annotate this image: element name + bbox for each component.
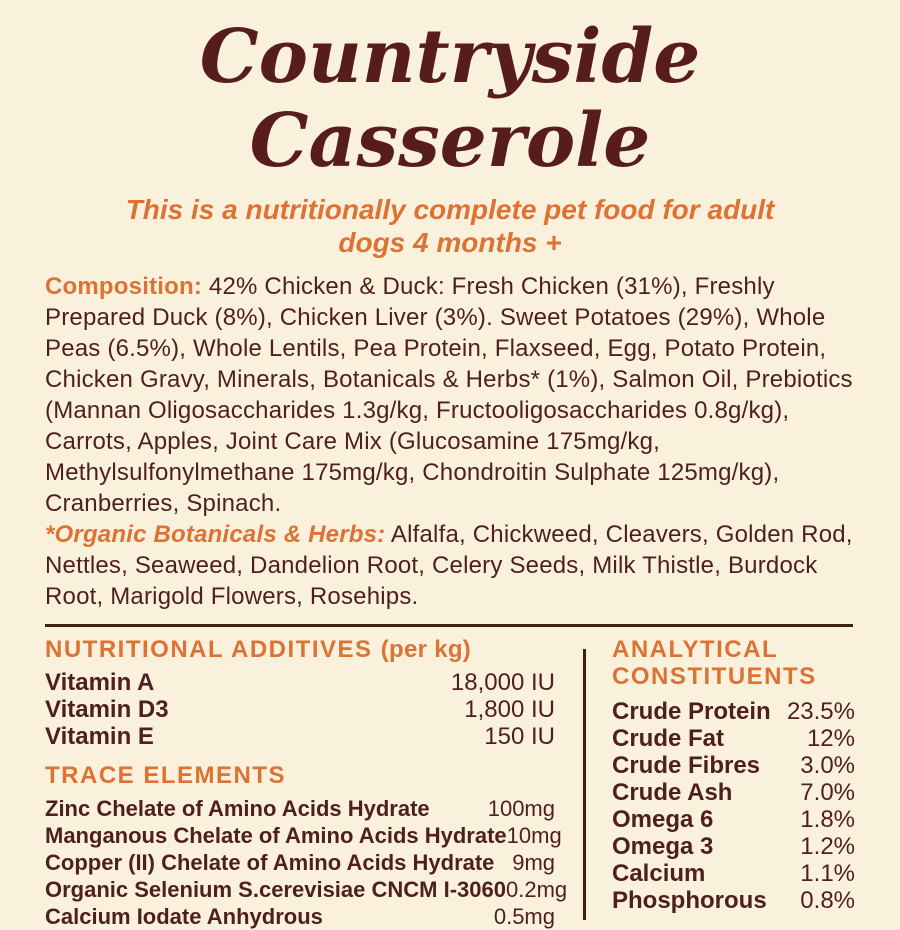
table-row [612,833,855,860]
table-row [612,779,855,806]
constituent-value: 12% [806,725,855,753]
trace-label: Calcium Iodate Anhydrous [45,904,323,930]
nutrition-left-column [45,636,568,930]
nutrition-panel [45,637,855,930]
table-row [45,696,555,723]
trace-label: Manganous Chelate of Amino Acids Hydrate [45,823,507,849]
trace-value: 0.2mg [505,877,568,903]
table-row [612,752,855,779]
additive-value: 1,800 IU [464,696,555,724]
constituent-label: Crude Fibres [612,752,761,780]
constituent-label: Crude Ash [612,779,733,807]
botanicals-paragraph [45,519,855,612]
nutritional-additives-heading [45,637,555,664]
table-row [45,822,562,849]
additive-label: Vitamin E [45,723,154,751]
composition-paragraph [45,271,855,519]
per-kg-suffix: (per kg) [380,636,472,664]
product-title-line1: Countryside [199,14,701,100]
additive-value: 18,000 IU [450,669,555,697]
horizontal-divider [45,624,853,627]
constituent-value: 1.2% [800,833,855,861]
table-row [612,860,855,887]
constituent-label: Phosphorous [612,887,767,915]
constituent-value: 23.5% [786,698,855,726]
additive-value: 150 IU [484,723,555,751]
constituent-value: 3.0% [800,752,855,780]
constituent-label: Calcium [612,860,706,888]
constituent-value: 1.8% [800,806,855,834]
product-subtitle: This is a nutritionally complete pet food for adult dogs 4 months + [125,194,775,259]
trace-value: 0.5mg [493,904,555,930]
constituent-label: Crude Protein [612,698,771,726]
table-row [612,725,855,752]
table-row [45,849,555,876]
constituent-value: 7.0% [800,779,855,807]
constituent-value: 0.8% [800,887,855,915]
trace-label: Zinc Chelate of Amino Acids Hydrate [45,796,430,822]
table-row [612,887,855,914]
vertical-divider [583,649,586,920]
constituent-label: Omega 3 [612,833,714,861]
trace-elements-section [45,762,568,930]
product-title [45,16,855,183]
trace-label: Copper (II) Chelate of Amino Acids Hydrate [45,850,495,876]
table-row [45,669,555,696]
analytical-constituents-heading: ANALYTICAL CONSTITUENTS [612,636,817,691]
table-row [612,698,855,725]
product-title-line2: Casserole [249,97,651,184]
botanicals-label: *Organic Botanicals & Herbs: [45,521,386,549]
trace-label: Organic Selenium S.cerevisiae CNCM I-3060 [45,877,506,903]
analytical-constituents-section [612,637,855,930]
trace-value: 9mg [512,850,555,876]
trace-value: 10mg [506,823,562,849]
nutritional-additives-heading-text: NUTRITIONAL ADDITIVES [45,636,373,664]
additive-label: Vitamin D3 [45,696,169,724]
table-row [45,903,555,930]
table-row [45,723,555,750]
constituent-label: Crude Fat [612,725,725,753]
table-row [45,876,568,903]
constituent-value: 1.1% [800,860,855,888]
trace-elements-heading: TRACE ELEMENTS [45,762,287,790]
botanicals-text: Alfalfa, Chickweed, Cleavers, Golden Rod, Nettles, Seaweed, Dandelion Root, Celery Seeds, Milk Thistle, Burdock Root, Marigold Flowers, Rosehips. [45,521,853,611]
additive-label: Vitamin A [45,669,155,697]
trace-value: 100mg [487,796,555,822]
table-row [612,806,855,833]
nutritional-additives-section [45,637,555,750]
composition-label: Composition: [45,273,203,301]
table-row [45,795,555,822]
constituent-label: Omega 6 [612,806,714,834]
composition-text: 42% Chicken & Duck: Fresh Chicken (31%), Freshly Prepared Duck (8%), Chicken Liver (3%). Sweet Potatoes (29%), Whole Peas (6.5%), Whole Lentils, Pea Protein, Flaxseed, Egg, Potato Protein, Chicken Gravy, Minerals, Botanicals & Herbs* (1%), Salmon Oil, Prebiotics (Mannan Oligosaccharides 1.3g/kg, Fructooligosaccharides 0.8g/kg), Carrots, Apples, Joint Care Mix (Glucosamine 175mg/kg, Methylsulfonylmethane 175mg/kg, Chondroitin Sulphate 125mg/kg), Cranberries, Spinach. [45,273,853,518]
